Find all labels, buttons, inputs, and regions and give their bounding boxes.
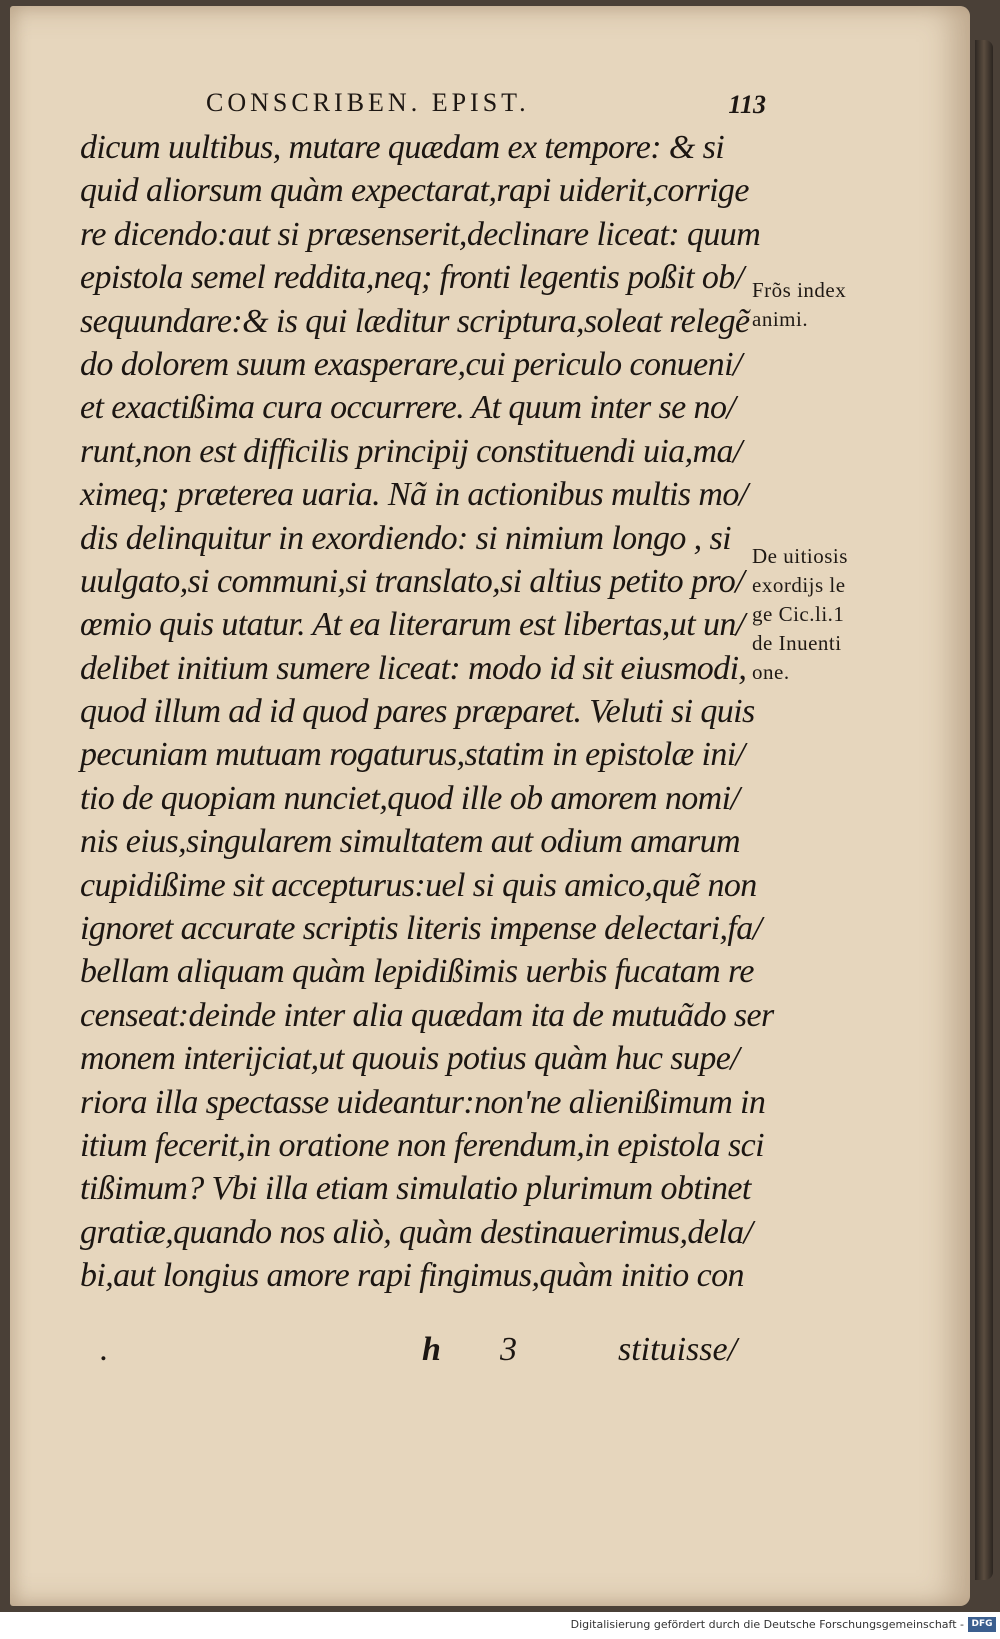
marginal-note-line: Frõs index <box>752 278 847 302</box>
text-line: ximeq; præterea uaria. Nã in actionibus multis mo/ <box>80 476 748 514</box>
text-line: itium fecerit,in oratione non ferendum,in epistola sci <box>80 1126 765 1164</box>
text-line: tißimum? Vbi illa etiam simulatio plurimum obtinet <box>80 1170 751 1208</box>
text-line: bi,aut longius amore rapi fingimus,quàm initio con <box>80 1257 744 1295</box>
text-line: re dicendo:aut si præsenserit,declinare liceat: quum <box>80 215 761 253</box>
marginal-note-line: de Inuenti <box>752 631 842 655</box>
footer-credit: Digitalisierung gefördert durch die Deutsche Forschungsgemeinschaft - <box>570 1618 964 1631</box>
text-line: uulgato,si communi,si translato,si altius petito pro/ <box>80 562 744 600</box>
footer-bar <box>0 1612 1000 1639</box>
body-text <box>80 126 774 1298</box>
text-line: sequundare:& is qui læditur scriptura,soleat relegẽ <box>80 302 750 340</box>
marginal-note-line: one. <box>752 660 790 684</box>
text-line: delibet initium sumere liceat: modo id sit eiusmodi, <box>80 649 747 687</box>
text-line: epistola semel reddita,neq; fronti legentis poßit ob/ <box>80 259 744 297</box>
text-line: quod illum ad id quod pares præparet. Veluti si quis <box>80 693 755 731</box>
text-line: riora illa spectasse uideantur:non'ne alienißimum in <box>80 1083 766 1121</box>
text-line: gratiæ,quando nos aliò, quàm destinauerimus,dela/ <box>80 1213 753 1251</box>
marginal-note-frons-index <box>752 276 902 334</box>
text-line: bellam aliquam quàm lepidißimis uerbis fucatam re <box>80 953 754 991</box>
running-head-title: CONSCRIBEN. EPIST. <box>206 88 530 117</box>
text-line: et exactißima cura occurrere. At quum inter se no/ <box>80 389 736 427</box>
marginal-note-line: ge Cic.li.1 <box>752 602 845 626</box>
text-line: monem interijciat,ut quouis potius quàm huc supe/ <box>80 1040 740 1078</box>
marginal-note-de-uitiosis <box>752 542 902 687</box>
text-line: cupidißime sit accepturus:uel si quis amico,quẽ non <box>80 866 757 904</box>
text-line: ignoret accurate scriptis literis impense delectari,fa/ <box>80 910 762 948</box>
text-line: quid aliorsum quàm expectarat,rapi uiderit,corrige <box>80 172 749 210</box>
page-number: 113 <box>728 90 766 119</box>
marginal-note-line: exordijs le <box>752 573 846 597</box>
text-line: tio de quopiam nunciet,quod ille ob amorem nomi/ <box>80 779 740 817</box>
dfg-logo: DFG <box>968 1617 996 1632</box>
text-line: dicum uultibus, mutare quædam ex tempore: & si <box>80 129 725 166</box>
signature-mark: h <box>422 1331 441 1368</box>
marginal-note-line: animi. <box>752 307 809 331</box>
running-head <box>206 88 766 122</box>
text-line: dis delinquitur in exordiendo: si nimium longo , si <box>80 519 731 557</box>
text-line: censeat:deinde inter alia quædam ita de mutuãdo ser <box>80 996 774 1034</box>
signature-dot: . <box>100 1331 109 1368</box>
book-fore-edge <box>975 40 993 1580</box>
text-line: œmio quis utatur. At ea literarum est libertas,ut un/ <box>80 606 745 644</box>
text-line: pecuniam mutuam rogaturus,statim in epistolæ ini/ <box>80 736 745 774</box>
text-line: do dolorem suum exasperare,cui periculo conueni/ <box>80 345 742 383</box>
catchword: stituisse/ <box>618 1331 738 1368</box>
marginal-note-line: De uitiosis <box>752 544 848 568</box>
text-line: runt,non est difficilis principij constituendi uia,ma/ <box>80 432 742 470</box>
text-line: nis eius,singularem simultatem aut odium amarum <box>80 823 740 861</box>
signature-number: 3 <box>500 1331 517 1368</box>
